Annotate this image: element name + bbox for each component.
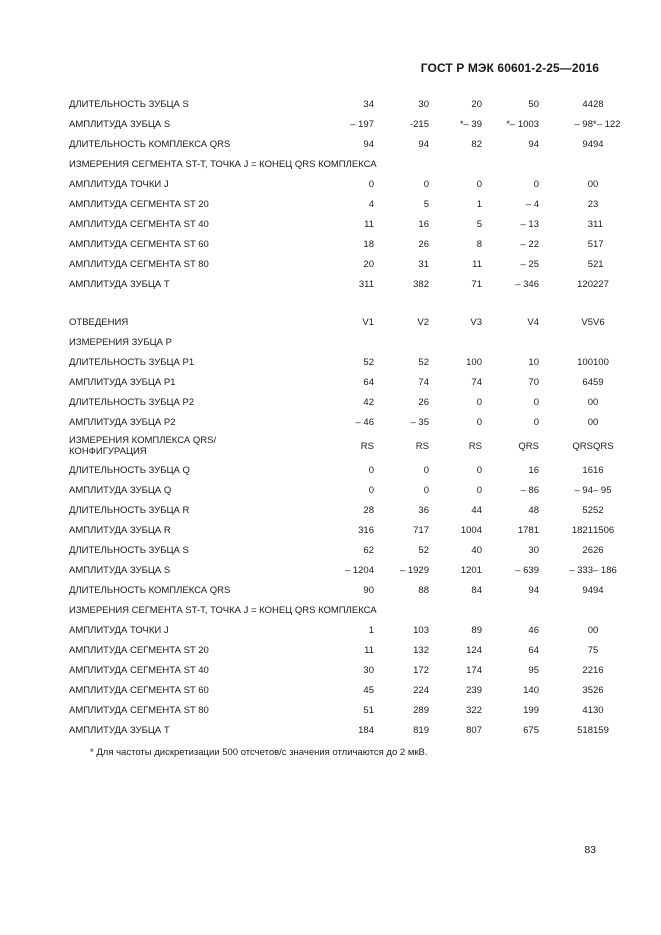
value-cell: – 86	[520, 484, 539, 496]
value-cell: 16	[418, 218, 429, 230]
value-cell: 103	[413, 624, 429, 636]
value-cell: 807	[466, 724, 482, 736]
row-label: ДЛИТЕЛЬНОСТЬ КОМПЛЕКСА QRS	[69, 138, 231, 150]
value-cell: 0	[587, 416, 593, 428]
value-cell: 52	[418, 356, 429, 368]
value-cell: 0	[368, 484, 374, 496]
value-cell: 5	[587, 258, 593, 270]
spacer-cell	[283, 312, 314, 332]
value-cell: 0	[587, 624, 593, 636]
table-row: АМПЛИТУДА ЗУБЦА R 316 717 1004 1781 1821 1506	[69, 520, 593, 540]
value-cell: 82	[471, 138, 482, 150]
value-cell: 94	[528, 138, 539, 150]
spacer-cell	[283, 274, 314, 294]
table-row: АМПЛИТУДА ЗУБЦА Т 311 382 71 – 346 120 227	[69, 274, 593, 294]
value-cell: 316	[358, 524, 374, 536]
value-cell: 44	[582, 98, 593, 110]
value-cell: 50	[528, 98, 539, 110]
spacer-cell	[283, 194, 314, 214]
value-cell: 51	[363, 704, 374, 716]
value-cell: 224	[413, 684, 429, 696]
row-label: ДЛИТЕЛЬНОСТЬ ЗУБЦА Р1	[69, 356, 195, 368]
value-cell: 52	[582, 504, 593, 516]
value-cell: 3	[587, 218, 593, 230]
value-cell: – 346	[515, 278, 539, 290]
measurements-table-v-leads	[69, 312, 617, 740]
measurements-table-continued	[69, 94, 621, 294]
value-cell: 0	[368, 178, 374, 190]
value-cell: 62	[363, 544, 374, 556]
spacer-cell	[283, 114, 314, 134]
spacer-cell	[283, 680, 314, 700]
value-cell: 1781	[517, 524, 539, 536]
row-label: АМПЛИТУДА СЕГМЕНТА ST 80	[69, 704, 209, 716]
value-cell: 5	[587, 238, 593, 250]
spacer-cell	[283, 640, 314, 660]
table-row: ДЛИТЕЛЬНОСТЬ ЗУБЦА Р1 52 52 100 10 100 100	[69, 352, 593, 372]
spacer-cell	[283, 392, 314, 412]
value-cell: – 35	[410, 416, 429, 428]
table-row: АМПЛИТУДА ТОЧКИ J 1 103 89 46 0 0	[69, 620, 593, 640]
value-cell: – 4	[525, 198, 539, 210]
value-cell: 30	[363, 664, 374, 676]
row-label: АМПЛИТУДА ТОЧКИ J	[69, 178, 169, 190]
value-cell: 239	[466, 684, 482, 696]
value-cell: 26	[418, 396, 429, 408]
value-cell: 52	[418, 544, 429, 556]
value-cell: *– 1003	[506, 118, 539, 130]
table-row: АМПЛИТУДА СЕГМЕНТА ST 20 4 5 1 – 4 2 3	[69, 194, 593, 214]
value-cell: V2	[417, 316, 429, 328]
spacer-cell	[283, 352, 314, 372]
value-cell: 8	[476, 238, 482, 250]
spacer-cell	[283, 560, 314, 580]
value-cell: 2	[587, 198, 593, 210]
value-cell: V1	[362, 316, 374, 328]
value-cell: 74	[418, 376, 429, 388]
table-row: ИЗМЕРЕНИЯ КОМПЛЕКСА QRS/КОНФИГУРАЦИЯ RS RS RS QRS QRS QRS	[69, 432, 593, 460]
value-cell: 40	[471, 544, 482, 556]
value-cell: 1821	[571, 524, 593, 536]
value-cell: 71	[471, 278, 482, 290]
table-row: ДЛИТЕЛЬНОСТЬ ЗУБЦА R 28 36 44 48 52 52	[69, 500, 593, 520]
value-cell: 70	[528, 376, 539, 388]
value-cell: 100	[466, 356, 482, 368]
value-cell: *– 39	[459, 118, 482, 130]
value-cell: 94	[363, 138, 374, 150]
value-cell: 382	[413, 278, 429, 290]
value-cell: – 46	[355, 416, 374, 428]
value-cell: 94	[418, 138, 429, 150]
row-label: АМПЛИТУДА ЗУБЦА Р2	[69, 416, 176, 428]
spacer-cell	[283, 480, 314, 500]
value-cell: 30	[528, 544, 539, 556]
spacer-cell	[283, 412, 314, 432]
value-cell: 20	[363, 258, 374, 270]
value-cell: 0	[476, 464, 482, 476]
value-cell: 675	[523, 724, 539, 736]
value-cell: 124	[466, 644, 482, 656]
value-cell: 0	[533, 178, 539, 190]
value-cell: 1004	[460, 524, 482, 536]
value-cell: 16	[528, 464, 539, 476]
value-cell: 0	[423, 484, 429, 496]
spacer-cell	[283, 94, 314, 114]
value-cell: 52	[363, 356, 374, 368]
row-label: АМПЛИТУДА СЕГМЕНТА ST 40	[69, 218, 209, 230]
value-cell: 1	[368, 624, 374, 636]
value-cell: – 94	[574, 484, 593, 496]
value-cell: QRS	[572, 440, 593, 452]
value-cell: 172	[413, 664, 429, 676]
table-row: ДЛИТЕЛЬНОСТЬ ЗУБЦА S 34 30 20 50 44 28	[69, 94, 593, 114]
value-cell: 819	[413, 724, 429, 736]
spacer-cell	[283, 234, 314, 254]
table-row: ДЛИТЕЛЬНОСТЬ ЗУБЦА Р2 42 26 0 0 0 0	[69, 392, 593, 412]
value-cell: 74	[471, 376, 482, 388]
value-cell: RS	[415, 440, 429, 452]
value-cell: – 25	[520, 258, 539, 270]
value-cell: 16	[582, 464, 593, 476]
row-label: АМПЛИТУДА ЗУБЦА S	[69, 118, 171, 130]
table-row: АМПЛИТУДА СЕГМЕНТА ST 40 11 16 5 – 13 3 11	[69, 214, 593, 234]
row-label: АМПЛИТУДА СЕГМЕНТА ST 20	[69, 644, 209, 656]
value-cell: – 13	[520, 218, 539, 230]
value-cell: 10	[528, 356, 539, 368]
section-heading-row	[69, 600, 593, 620]
value-cell: QRS	[518, 440, 539, 452]
value-cell: 5	[476, 218, 482, 230]
value-cell: 11	[364, 644, 374, 656]
spacer-cell	[283, 372, 314, 392]
value-cell: 84	[471, 584, 482, 596]
value-cell: 717	[413, 524, 429, 536]
value-cell: 36	[418, 504, 429, 516]
value-cell: 199	[523, 704, 539, 716]
row-label: АМПЛИТУДА ЗУБЦА S	[69, 564, 171, 576]
row-label: АМПЛИТУДА ЗУБЦА R	[69, 524, 171, 536]
value-cell: 44	[471, 504, 482, 516]
value-cell: 1201	[460, 564, 482, 576]
row-label: АМПЛИТУДА ЗУБЦА Q	[69, 484, 172, 496]
table-row: АМПЛИТУДА СЕГМЕНТА ST 60 18 26 8 – 22 5 17	[69, 234, 593, 254]
value-cell: 64	[582, 376, 593, 388]
value-cell: 132	[413, 644, 429, 656]
spacer-cell	[283, 580, 314, 600]
row-label: АМПЛИТУДА СЕГМЕНТА ST 20	[69, 198, 209, 210]
value-cell: 0	[368, 464, 374, 476]
table-row: АМПЛИТУДА СЕГМЕНТА ST 80 51 289 322 199 41 30	[69, 700, 593, 720]
value-cell: 289	[413, 704, 429, 716]
row-label: ДЛИТЕЛЬНОСТЬ ЗУБЦА R	[69, 504, 190, 516]
value-cell: 88	[418, 584, 429, 596]
value-cell: 90	[363, 584, 374, 596]
value-cell: 0	[476, 416, 482, 428]
section-heading: ИЗМЕРЕНИЯ СЕГМЕНТА ST-T, ТОЧКА J = КОНЕЦ QRS КОМПЛЕКСА	[69, 158, 377, 170]
table-row: ОТВЕДЕНИЯ V1 V2 V3 V4 V5 V6	[69, 312, 593, 332]
value-cell: 28	[363, 504, 374, 516]
table-row: АМПЛИТУДА СЕГМЕНТА ST 80 20 31 11 – 25 5 21	[69, 254, 593, 274]
row-label: ИЗМЕРЕНИЯ КОМПЛЕКСА QRS/КОНФИГУРАЦИЯ	[69, 435, 217, 457]
value-cell: 0	[423, 464, 429, 476]
value-cell: 18	[363, 238, 374, 250]
value-cell: 4	[368, 198, 374, 210]
value-cell: 20	[471, 98, 482, 110]
row-label: ДЛИТЕЛЬНОСТЬ ЗУБЦА S	[69, 544, 189, 556]
value-cell: – 197	[350, 118, 374, 130]
table-row: ДЛИТЕЛЬНОСТЬ КОМПЛЕКСА QRS 90 88 84 94 94 94	[69, 580, 593, 600]
value-cell: 22	[582, 664, 593, 676]
value-cell: – 1204	[344, 564, 374, 576]
value-cell: 94	[582, 584, 593, 596]
value-cell: V4	[527, 316, 539, 328]
value-cell: RS	[468, 440, 482, 452]
spacer-cell	[283, 460, 314, 480]
row-label: ОТВЕДЕНИЯ	[69, 316, 129, 328]
row-label: АМПЛИТУДА ЗУБЦА Р1	[69, 376, 176, 388]
spacer-cell	[283, 254, 314, 274]
row-label: АМПЛИТУДА СЕГМЕНТА ST 80	[69, 258, 209, 270]
value-cell: – 333	[569, 564, 593, 576]
section-heading-row	[69, 154, 593, 174]
row-label: ДЛИТЕЛЬНОСТЬ ЗУБЦА S	[69, 98, 189, 110]
value-cell: – 22	[520, 238, 539, 250]
section-heading-row	[69, 332, 593, 352]
table-row: АМПЛИТУДА СЕГМЕНТА ST 60 45 224 239 140 35 26	[69, 680, 593, 700]
value-cell: 518	[577, 724, 593, 736]
value-cell: 0	[476, 484, 482, 496]
value-cell: V5	[581, 316, 593, 328]
value-cell: 1	[476, 198, 482, 210]
value-cell: 174	[466, 664, 482, 676]
value-cell: 120	[577, 278, 593, 290]
row-label: АМПЛИТУДА ТОЧКИ J	[69, 624, 169, 636]
table-row: АМПЛИТУДА ЗУБЦА Q 0 0 0 – 86 – 94 – 95	[69, 480, 593, 500]
value-cell: 94	[528, 584, 539, 596]
value-cell: 34	[363, 98, 374, 110]
value-cell: 0	[533, 416, 539, 428]
value-cell: 35	[582, 684, 593, 696]
spacer-cell	[283, 432, 314, 460]
value-cell: 100	[577, 356, 593, 368]
footnote: * Для частоты дискретизации 500 отсчетов/с значения отличаются до 2 мкВ.	[90, 747, 428, 758]
value-cell: 140	[523, 684, 539, 696]
value-cell: V3	[470, 316, 482, 328]
value-cell: 0	[423, 178, 429, 190]
value-cell: RS	[360, 440, 374, 452]
value-cell: – 98	[574, 118, 593, 130]
table-row: АМПЛИТУДА ТОЧКИ J 0 0 0 0 0 0	[69, 174, 593, 194]
value-cell: 0	[587, 396, 593, 408]
value-cell: – 1929	[399, 564, 429, 576]
value-cell: 45	[363, 684, 374, 696]
value-cell: 42	[363, 396, 374, 408]
spacer-cell	[283, 700, 314, 720]
document-header: ГОСТ Р МЭК 60601-2-25—2016	[420, 61, 599, 75]
spacer-cell	[283, 500, 314, 520]
value-cell: 7	[587, 644, 593, 656]
value-cell: 30	[418, 98, 429, 110]
table-row: АМПЛИТУДА ЗУБЦА Т 184 819 807 675 518 159	[69, 720, 593, 740]
spacer-cell	[283, 620, 314, 640]
row-label: ДЛИТЕЛЬНОСТЬ ЗУБЦА Q	[69, 464, 190, 476]
spacer-cell	[283, 720, 314, 740]
value-cell: 0	[476, 178, 482, 190]
section-heading: ИЗМЕРЕНИЯ ЗУБЦА Р	[69, 336, 172, 348]
table-row: АМПЛИТУДА СЕГМЕНТА ST 40 30 172 174 95 22 16	[69, 660, 593, 680]
value-cell: 41	[582, 704, 593, 716]
page-number: 83	[584, 844, 596, 856]
row-label: АМПЛИТУДА СЕГМЕНТА ST 60	[69, 684, 209, 696]
value-cell: 94	[582, 138, 593, 150]
value-cell: 31	[418, 258, 429, 270]
table-row: АМПЛИТУДА ЗУБЦА Р1 64 74 74 70 64 59	[69, 372, 593, 392]
row-label: АМПЛИТУДА ЗУБЦА Т	[69, 724, 170, 736]
value-cell: 64	[528, 644, 539, 656]
row-label: АМПЛИТУДА СЕГМЕНТА ST 40	[69, 664, 209, 676]
value-cell: 89	[471, 624, 482, 636]
value-cell: 64	[363, 376, 374, 388]
row-label: АМПЛИТУДА ЗУБЦА Т	[69, 278, 170, 290]
row-label: ДЛИТЕЛЬНОСТЬ КОМПЛЕКСА QRS	[69, 584, 231, 596]
value-cell: 11	[472, 258, 482, 270]
value-cell: 0	[476, 396, 482, 408]
value-cell: 46	[528, 624, 539, 636]
table-row: АМПЛИТУДА ЗУБЦА S – 1204 – 1929 1201 – 639 – 333 – 186	[69, 560, 593, 580]
value-cell: -215	[409, 118, 429, 130]
value-cell: 26	[418, 238, 429, 250]
value-cell: 26	[582, 544, 593, 556]
value-cell: 48	[528, 504, 539, 516]
value-cell: 311	[358, 278, 374, 290]
table-row: ДЛИТЕЛЬНОСТЬ ЗУБЦА Q 0 0 0 16 16 16	[69, 460, 593, 480]
row-label: АМПЛИТУДА СЕГМЕНТА ST 60	[69, 238, 209, 250]
spacer-cell	[283, 134, 314, 154]
table-row: АМПЛИТУДА СЕГМЕНТА ST 20 11 132 124 64 7 5	[69, 640, 593, 660]
value-cell: 0	[587, 178, 593, 190]
row-label: ДЛИТЕЛЬНОСТЬ ЗУБЦА Р2	[69, 396, 195, 408]
value-cell: 11	[364, 218, 374, 230]
spacer-cell	[283, 214, 314, 234]
value-cell: 5	[423, 198, 429, 210]
value-cell: – 639	[515, 564, 539, 576]
spacer-cell	[283, 520, 314, 540]
value-cell: 0	[533, 396, 539, 408]
spacer-cell	[283, 660, 314, 680]
table-row: ДЛИТЕЛЬНОСТЬ ЗУБЦА S 62 52 40 30 26 26	[69, 540, 593, 560]
table-row: АМПЛИТУДА ЗУБЦА S – 197 -215 *– 39 *– 1003 – 98 *– 122	[69, 114, 593, 134]
table-row: АМПЛИТУДА ЗУБЦА Р2 – 46 – 35 0 0 0 0	[69, 412, 593, 432]
spacer-cell	[283, 174, 314, 194]
table-row: ДЛИТЕЛЬНОСТЬ КОМПЛЕКСА QRS 94 94 82 94 94 94	[69, 134, 593, 154]
value-cell: 95	[528, 664, 539, 676]
section-heading: ИЗМЕРЕНИЯ СЕГМЕНТА ST-T, ТОЧКА J = КОНЕЦ QRS КОМПЛЕКСА	[69, 604, 377, 616]
spacer-cell	[283, 540, 314, 560]
value-cell: 184	[358, 724, 374, 736]
value-cell: 322	[466, 704, 482, 716]
